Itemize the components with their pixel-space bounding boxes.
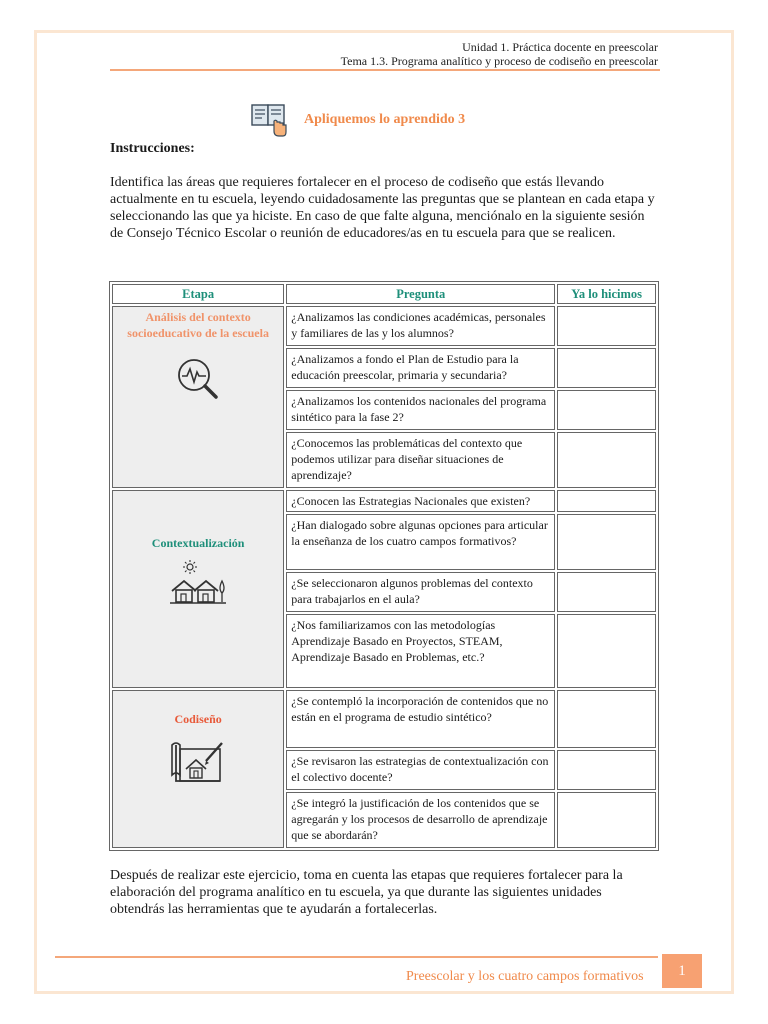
question-cell: ¿Nos familiarizamos con las metodologías Aprendizaje Basado en Proyectos, STEAM, Aprendizaje Basado en Problemas, etc.? [286, 614, 555, 688]
stage-contextualizacion-cell [112, 490, 284, 688]
activity-title: Apliquemos lo aprendido 3 [304, 112, 466, 127]
question-cell: ¿Se revisaron las estrategias de contextualización con el colectivo docente? [286, 750, 555, 790]
done-checkbox-cell[interactable] [557, 390, 656, 430]
activity-banner [250, 100, 465, 140]
page-number: 1 [662, 954, 702, 988]
table-header-row [112, 284, 656, 304]
done-checkbox-cell[interactable] [557, 348, 656, 388]
question-cell: ¿Conocemos las problemáticas del contexto que podemos utilizar para diseñar situaciones de aprendizaje? [286, 432, 555, 488]
done-checkbox-cell[interactable] [557, 514, 656, 570]
checklist-table [109, 281, 659, 851]
question-cell: ¿Conocen las Estrategias Nacionales que existen? [286, 490, 555, 512]
header-ya-lo-hicimos: Ya lo hicimos [557, 284, 656, 304]
header-pregunta: Pregunta [286, 284, 555, 304]
done-checkbox-cell[interactable] [557, 690, 656, 748]
question-cell: ¿Analizamos a fondo el Plan de Estudio para la educación preescolar, primaria y secundaria? [286, 348, 555, 388]
stage-name: Contextualización [151, 536, 245, 550]
book-hand-icon [250, 101, 288, 139]
done-checkbox-cell[interactable] [557, 306, 656, 346]
question-cell: ¿Analizamos las condiciones académicas, personales y familiares de las y los alumnos? [286, 306, 555, 346]
page-header [110, 40, 658, 68]
closing-paragraph: Después de realizar este ejercicio, toma en cuenta las etapas que requieres fortalecer para la elaboración del programa analítico en tu escuela, ya que durante las siguientes unidades obtendrás las herramientas que te ayudarán a fortalecerlas. [110, 868, 623, 917]
house-blueprint-icon [170, 739, 226, 785]
houses-sun-icon [168, 559, 228, 607]
table-row [112, 490, 656, 512]
footer-divider [55, 956, 658, 958]
instructions-body: Identifica las áreas que requieres fortalecer en el proceso de codiseño que estás llevando actualmente en tu escuela, leyendo cuidadosamente las preguntas que se plantean en cada etapa y seleccionando las que ya hiciste. En caso de que falte alguna, menciónalo en la siguiente sesión de Consejo Técnico Escolar o reunión de educadores/as en tu escuela para que se realicen. [110, 175, 655, 241]
done-checkbox-cell[interactable] [557, 614, 656, 688]
question-cell: ¿Han dialogado sobre algunas opciones para articular la enseñanza de los cuatro campos formativos? [286, 514, 555, 570]
instructions-heading: Instrucciones: [110, 141, 195, 156]
magnifier-pulse-icon [172, 355, 224, 401]
question-cell: ¿Se seleccionaron algunos problemas del contexto para trabajarlos en el aula? [286, 572, 555, 612]
header-etapa: Etapa [112, 284, 284, 304]
stage-name: Análisis del contexto socioeducativo de la escuela [127, 310, 269, 340]
header-topic: Tema 1.3. Programa analítico y proceso de codiseño en preescolar [340, 54, 658, 68]
header-divider [110, 69, 660, 71]
done-checkbox-cell[interactable] [557, 572, 656, 612]
footer-title: Preescolar y los cuatro campos formativos [406, 969, 644, 984]
stage-name: Codiseño [174, 712, 222, 726]
stage-codiseno-cell [112, 690, 284, 848]
header-unit: Unidad 1. Práctica docente en preescolar [462, 40, 658, 54]
done-checkbox-cell[interactable] [557, 750, 656, 790]
table-row [112, 690, 656, 748]
done-checkbox-cell[interactable] [557, 490, 656, 512]
table-row [112, 306, 656, 346]
question-cell: ¿Analizamos los contenidos nacionales del programa sintético para la fase 2? [286, 390, 555, 430]
question-cell: ¿Se integró la justificación de los contenidos que se agregarán y los procesos de desarrollo de aprendizaje que se abordarán? [286, 792, 555, 848]
stage-analisis-cell [112, 306, 284, 488]
done-checkbox-cell[interactable] [557, 432, 656, 488]
done-checkbox-cell[interactable] [557, 792, 656, 848]
question-cell: ¿Se contempló la incorporación de contenidos que no están en el programa de estudio sintético? [286, 690, 555, 748]
